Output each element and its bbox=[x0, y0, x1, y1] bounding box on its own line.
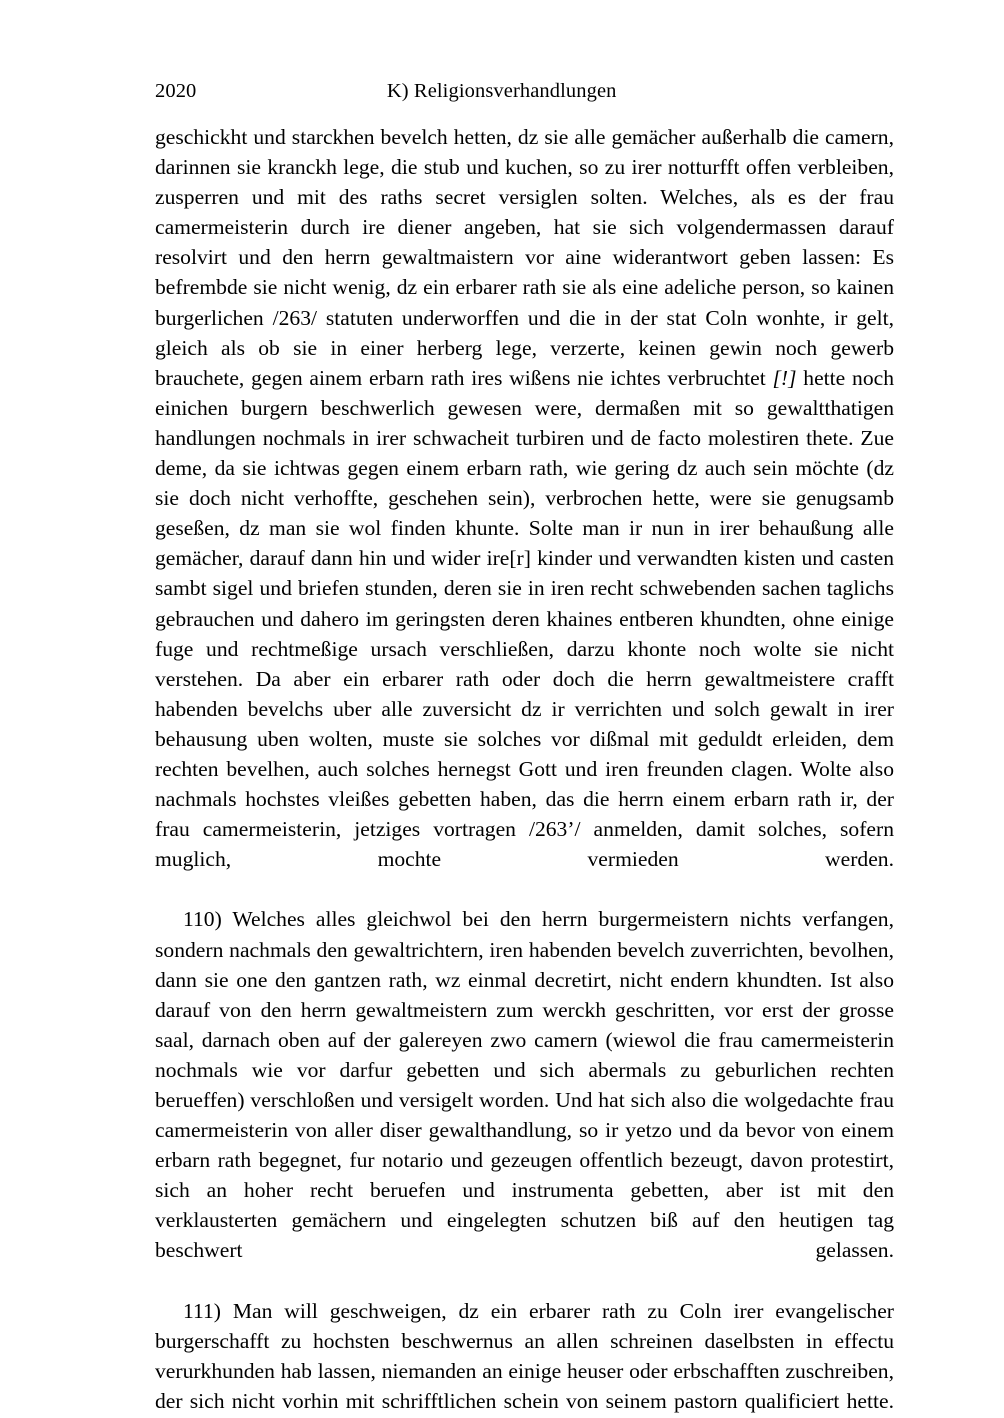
paragraph: 110) Welches alles gleichwol bei den herrn burgermeistern nichts verfangen, sondern nachmals den gewaltrichtern, iren habenden bevelch zuverrichten, bevolhen, dann sie one den gantzen rath, wz einmal decretirt, nicht endern khundten. Ist also darauf von den herrn gewaltmeistern zum werckh geschritten, vor erst der grosse saal, darnach oben auf der galereyen zwo camern (wiewol die frau camermeisterin nochmals wie vor darfur gebetten und sich abermals zu geburlichen rechten berueffen) verschloßen und versigelt worden. Und hat sich also die wolgedachte frau camermeisterin von aller diser gewalthandlung, so ir yetzo und da bevor von einem erbarn rath begegnet, fur notario und gezeugen offentlich bezeugt, davon protestirt, sich an hoher recht beruefen und instrumenta gebetten, aber ist mit den verklausterten gemächern und eingelegten schutzen biß auf den heutigen tag beschwert gelassen. bbox=[155, 907, 894, 1263]
paragraph: 111) Man will geschweigen, dz ein erbarer rath zu Coln irer evangelischer burgerschafft zu hochsten beschwernus an allen schreinen daselbsten in effectu verurkhunden hab lassen, niemanden an einige heuser oder erbschafften zuschreiben, der sich nicht vorhin mit schrifftlichen schein von seinem pastorn qualificiert hette. bbox=[155, 1298, 894, 1413]
editorial-sic-marker: [!] bbox=[772, 365, 797, 390]
paragraph: geschickht und starckhen bevelch hetten, dz sie alle gemächer außerhalb die camern, darinnen sie kranckh lege, die stub und kuchen, so zu irer notturfft offen verbleiben, zusperren und mit des raths secret versiglen solten. Welches, als es der frau camermeisterin durch ire diener angeben, hat sie sich volgendermassen darauf resolvirt und den herrn gewaltmaistern vor aine widerantwort geben lassen: Es befrembde sie nicht wenig, dz ein erbarer rath sie als eine adeliche person, so kainen burgerlichen /263/ statuten underworffen und die in der stat Coln wonhte, ir gelt, gleich als ob sie in einer herberg lege, verzerte, keinen gewin noch gewerb brauchete, gegen ainem erbarn rath ires wißens nie ichtes verbruchtet [!] hette noch einichen burgern beschwerlich gewesen were, dermaßen mit so gewaltthatigen handlungen nochmals in irer schwacheit turbiren und de facto molestiren thete. Zue deme, da sie ichtwas gegen einem erbarn rath, wie gering dz auch sein möchte (dz sie doch nicht verhoffte, geschehen sein), verbrochen hette, were sie genugsamb geseßen, dz man sie wol finden khunte. Solte man ir nun in irer behaußung alle gemächer, darauf dann hin und wider ire[r] kinder und verwandten kisten und casten sambt sigel und briefen stunden, deren sie in iren recht schwebenden sachen taglichs gebrauchen und dahero im geringsten deren khaines entberen khundten, ohne einige fuge und rechtmeßige ursach verschließen, darzu khonte noch wolte sie nicht verstehen. Da aber ein erbarer rath oder doch die herrn gewaltmeistere crafft habenden bevelchs uber alle zuversicht dz ir verrichten und solch gewalt in irer behausung uben wolten, muste sie solches vor dißmal mit geduldt erleiden, dem rechten bevelhen, auch solches hernegst Gott und iren freunden clagen. Wolte also nachmals hochstes vleißes gebetten haben, das die herrn einem erbarn rath ir, der frau camermeisterin, jetziges vortragen /263’/ anmelden, damit solches, sofern muglich, mochte vermieden werden. bbox=[155, 125, 895, 872]
running-title: K) Religionsverhandlungen bbox=[386, 80, 617, 102]
page-number: 2020 bbox=[155, 80, 197, 102]
running-head bbox=[155, 78, 849, 104]
page-body-text bbox=[155, 122, 894, 1418]
